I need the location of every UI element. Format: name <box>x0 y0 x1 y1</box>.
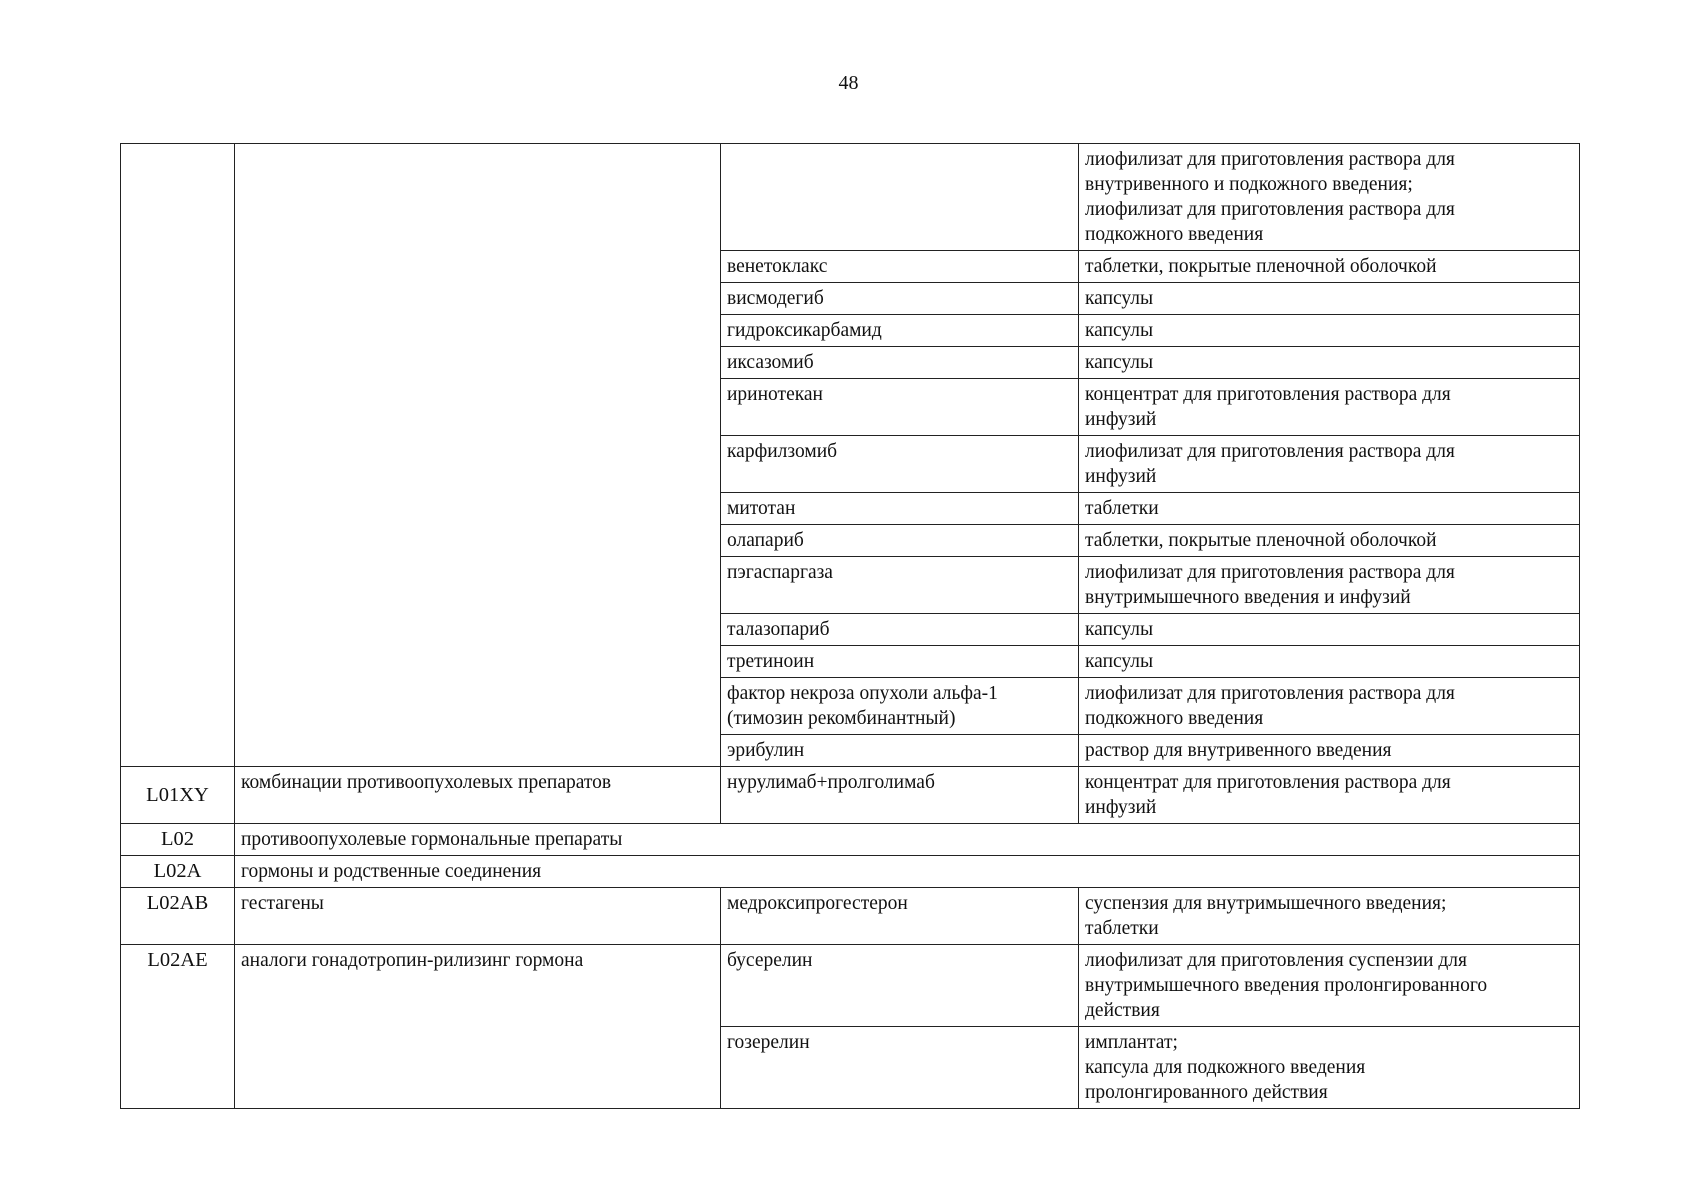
drug-name-cell: висмодегиб <box>721 283 1079 315</box>
drug-name-cell: медроксипрогестерон <box>721 888 1079 945</box>
code-cell <box>121 144 235 767</box>
drug-name-cell: карфилзомиб <box>721 436 1079 493</box>
drug-name-cell: бусерелин <box>721 945 1079 1027</box>
dosage-form-cell: таблетки <box>1079 493 1580 525</box>
dosage-form-cell: таблетки, покрытые пленочной оболочкой <box>1079 525 1580 557</box>
dosage-form-cell: капсулы <box>1079 614 1580 646</box>
dosage-form-cell: таблетки, покрытые пленочной оболочкой <box>1079 251 1580 283</box>
dosage-form-cell: лиофилизат для приготовления раствора для внутримышечного введения и инфузий <box>1079 557 1580 614</box>
dosage-form-cell: лиофилизат для приготовления раствора для внутривенного и подкожного введения; лиофилизат для приготовления раствора для подкожного введения <box>1079 144 1580 251</box>
drug-name-cell: иксазомиб <box>721 347 1079 379</box>
drug-name-cell: талазопариб <box>721 614 1079 646</box>
drug-name-cell: гозерелин <box>721 1027 1079 1109</box>
dosage-form-cell: суспензия для внутримышечного введения; таблетки <box>1079 888 1580 945</box>
table-row <box>121 767 1580 824</box>
dosage-form-cell: имплантат; капсула для подкожного введения пролонгированного действия <box>1079 1027 1580 1109</box>
dosage-form-cell: капсулы <box>1079 646 1580 678</box>
code-cell: L02AE <box>121 945 235 1109</box>
table-row <box>121 144 1580 251</box>
dosage-form-cell: капсулы <box>1079 315 1580 347</box>
table-row <box>121 888 1580 945</box>
group-cell: противоопухолевые гормональные препараты <box>235 824 1580 856</box>
drug-name-cell: пэгаспаргаза <box>721 557 1079 614</box>
drug-name-cell: олапариб <box>721 525 1079 557</box>
drug-name-cell: иринотекан <box>721 379 1079 436</box>
drug-name-cell: третиноин <box>721 646 1079 678</box>
dosage-form-cell: концентрат для приготовления раствора для инфузий <box>1079 379 1580 436</box>
drug-name-cell <box>721 144 1079 251</box>
drug-name-cell: митотан <box>721 493 1079 525</box>
group-cell: аналоги гонадотропин-рилизинг гормона <box>235 945 721 1109</box>
dosage-form-cell: капсулы <box>1079 283 1580 315</box>
group-cell: гормоны и родственные соединения <box>235 856 1580 888</box>
page-number: 48 <box>838 72 859 94</box>
dosage-form-cell: лиофилизат для приготовления раствора для подкожного введения <box>1079 678 1580 735</box>
code-cell: L02 <box>121 824 235 856</box>
code-cell: L01XY <box>121 767 235 824</box>
dosage-form-cell: лиофилизат для приготовления суспензии для внутримышечного введения пролонгированного действия <box>1079 945 1580 1027</box>
code-cell: L02A <box>121 856 235 888</box>
drug-name-cell: эрибулин <box>721 735 1079 767</box>
group-cell: комбинации противоопухолевых препаратов <box>235 767 721 824</box>
drug-name-cell: гидроксикарбамид <box>721 315 1079 347</box>
table-row <box>121 856 1580 888</box>
dosage-form-cell: капсулы <box>1079 347 1580 379</box>
table-row <box>121 945 1580 1027</box>
drug-name-cell: фактор некроза опухоли альфа-1 (тимозин рекомбинантный) <box>721 678 1079 735</box>
group-cell: гестагены <box>235 888 721 945</box>
table-row <box>121 824 1580 856</box>
group-cell <box>235 144 721 767</box>
code-cell: L02AB <box>121 888 235 945</box>
drug-name-cell: нурулимаб+пролголимаб <box>721 767 1079 824</box>
drug-list-table <box>120 143 1580 1109</box>
dosage-form-cell: лиофилизат для приготовления раствора для инфузий <box>1079 436 1580 493</box>
drug-name-cell: венетоклакс <box>721 251 1079 283</box>
dosage-form-cell: концентрат для приготовления раствора для инфузий <box>1079 767 1580 824</box>
dosage-form-cell: раствор для внутривенного введения <box>1079 735 1580 767</box>
